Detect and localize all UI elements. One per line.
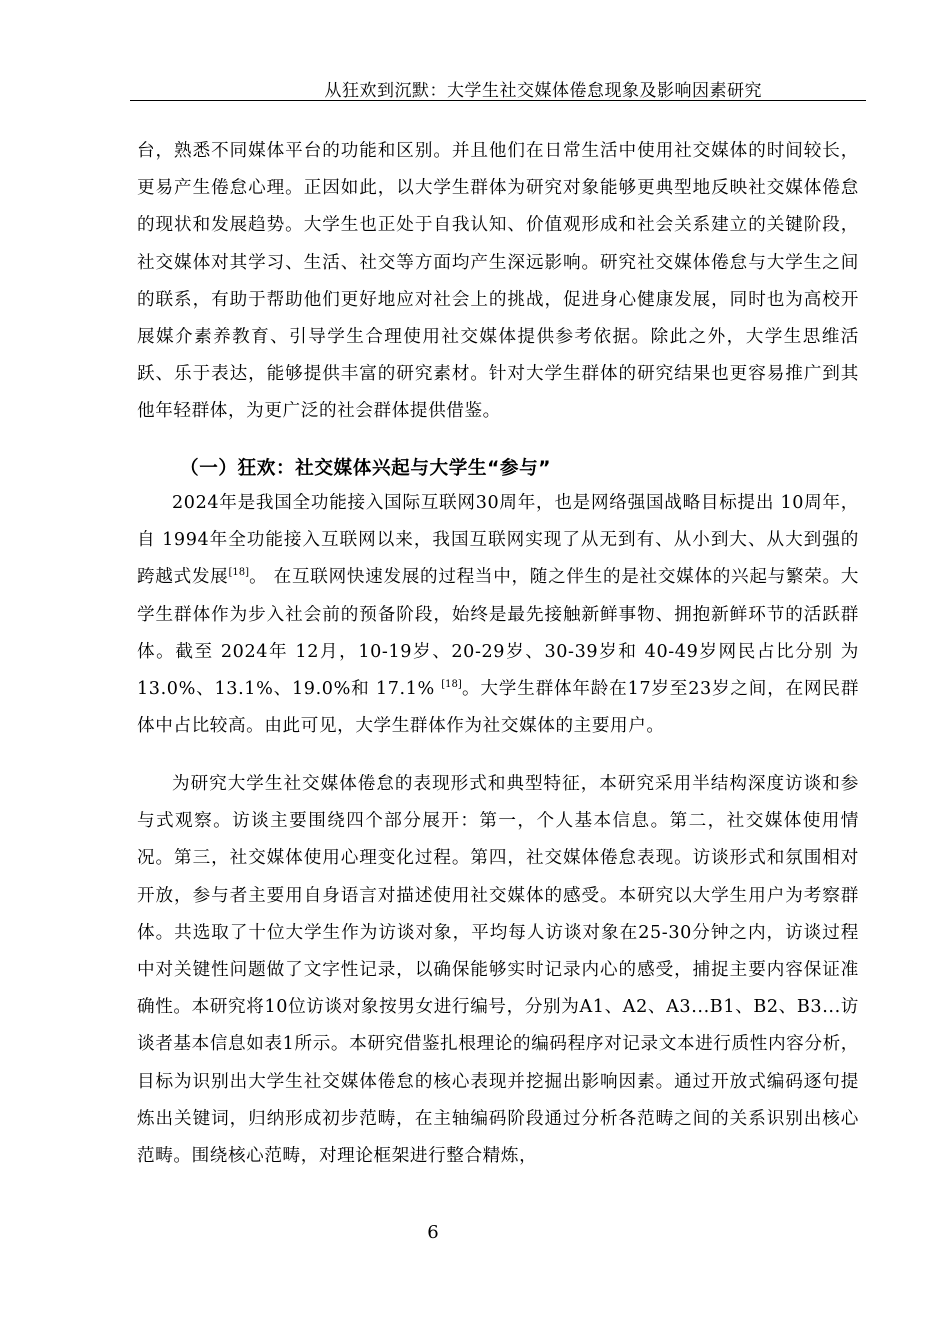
paragraph-2-text-a: 2024年是我国全功能接入国际互联网30周年，也是网络强国战略目标提出 10周年，自 1994年全功能接入互联网以来，我国互联网实现了从无到有、从小到大、从大到强的跨越式发展 (137, 493, 859, 588)
citation-18-second: [18] (441, 679, 462, 691)
body-paragraph-2 (137, 485, 859, 745)
paragraph-2-text-c: 。大学生群体年龄在17岁至23岁之间，在网民群体中占比较高。由此可见，大学生群体作为社交媒体的主要用户。 (137, 679, 860, 737)
section-heading: （一）狂欢：社交媒体兴起与大学生“参与” (180, 458, 552, 479)
body-paragraph-3: 为研究大学生社交媒体倦怠的表现形式和典型特征，本研究采用半结构深度访谈和参与式观察。访谈主要围绕四个部分展开：第一，个人基本信息。第二，社交媒体使用情况。第三，社交媒体使用心理变化过程。第四，社交媒体倦怠表现。访谈形式和氛围相对开放，参与者主要用自身语言对描述使用社交媒体的感受。本研究以大学生用户为考察群体。共选取了十位大学生作为访谈对象，平均每人访谈对象在25-30分钟之内，访谈过程中对关键性问题做了文字性记录，以确保能够实时记录内心的感受，捕捉主要内容保证准确性。本研究将10位访谈对象按男女进行编号，分别为A1、A2、A3...B1、B2、B3...访谈者基本信息如表1所示。本研究借鉴扎根理论的编码程序对记录文本进行质性内容分析，目标为识别出大学生社交媒体倦怠的核心表现并挖掘出影响因素。通过开放式编码逐句提炼出关键词，归纳形成初步范畴，在主轴编码阶段通过分析各范畴之间的关系识别出核心范畴。围绕核心范畴，对理论框架进行整合精炼， (137, 774, 859, 1167)
header-rule (130, 100, 866, 101)
citation-18-first: [18] (228, 567, 249, 579)
running-header-title: 从狂欢到沉默：大学生社交媒体倦怠现象及影响因素研究 (324, 81, 762, 101)
page-number: 6 (427, 1222, 439, 1243)
body-paragraph-1: 台，熟悉不同媒体平台的功能和区别。并且他们在日常生活中使用社交媒体的时间较长，更易产生倦怠心理。正因如此，以大学生群体为研究对象能够更典型地反映社交媒体倦怠的现状和发展趋势。大学生也正处于自我认知、价值观形成和社会关系建立的关键阶段，社交媒体对其学习、生活、社交等方面均产生深远影响。研究社交媒体倦怠与大学生之间的联系，有助于帮助他们更好地应对社会上的挑战，促进身心健康发展，同时也为高校开展媒介素养教育、引导学生合理使用社交媒体提供参考依据。除此之外，大学生思维活跃、乐于表达，能够提供丰富的研究素材。针对大学生群体的研究结果也更容易推广到其他年轻群体，为更广泛的社会群体提供借鉴。 (137, 141, 859, 422)
paragraph-2-text-b: 。 在互联网快速发展的过程当中，随之伴生的是社交媒体的兴起与繁荣。大学生群体作为步入社会前的预备阶段，始终是最先接触新鲜事物、拥抱新鲜环节的活跃群体。截至 2024年 12月，10-19岁、20-29岁、30-39岁和 40-49岁网民占比分别 为 13.0%、13.1%、19.0%和 17.1% (137, 567, 859, 700)
